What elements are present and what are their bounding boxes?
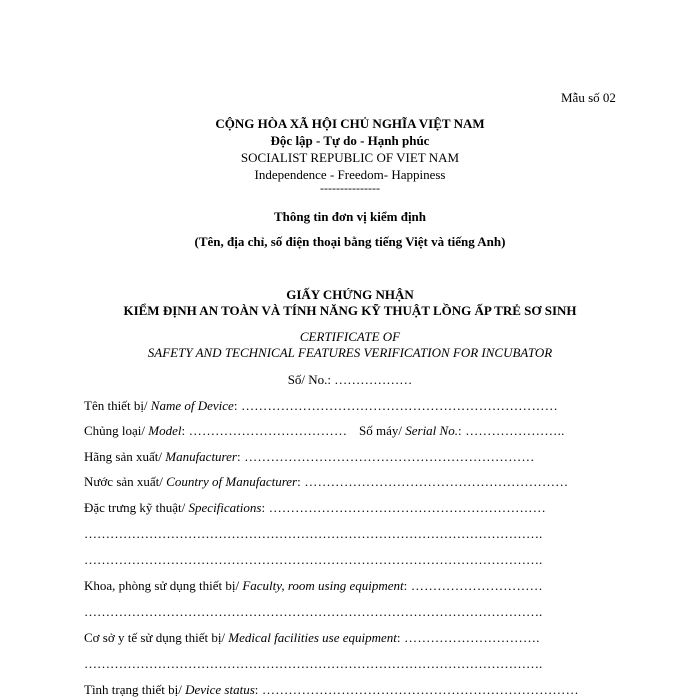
header-divider: --------------- <box>320 181 380 195</box>
certificate-subtitle-en: SAFETY AND TECHNICAL FEATURES VERIFICATION FOR INCUBATOR <box>147 345 553 360</box>
certificate-number <box>0 373 700 386</box>
motto-en: Independence - Freedom- Happiness <box>254 167 446 182</box>
serial-label: Số máy/ <box>359 423 406 438</box>
certificate-subtitle: KIỂM ĐỊNH AN TOÀN VÀ TÍNH NĂNG KỸ THUẬT LỒNG ẤP TRẺ SƠ SINH <box>123 303 577 318</box>
serial-field <box>359 424 565 437</box>
form-code: Mẫu số 02 <box>561 90 616 105</box>
model-label-en: Model <box>148 423 182 438</box>
device-name-dots: : ……………………………………………………………… <box>233 398 558 413</box>
facility-blank-line: ……………………………………………………………………………………………. <box>84 657 543 670</box>
facility-label-en: Medical facilities use equipment <box>228 630 397 645</box>
specifications-dots: : ……………………………………………………… <box>261 500 546 515</box>
specifications-label: Đặc trưng kỹ thuật/ <box>84 500 189 515</box>
device-status-dots: : ……………………………………………………………… <box>254 682 579 697</box>
device-status-label: Tình trạng thiết bị/ <box>84 682 186 697</box>
specifications-blank-line-1: ……………………………………………………………………………………………. <box>84 527 543 540</box>
number-label: Số/ No.: <box>287 372 332 387</box>
org-info-title: Thông tin đơn vị kiểm định <box>273 209 427 224</box>
country-label-en: Country of Manufacturer <box>166 474 298 489</box>
faculty-field <box>84 579 543 592</box>
model-dots: : ……………………………… <box>181 423 348 438</box>
country-field <box>84 475 568 488</box>
certificate-title: GIẤY CHỨNG NHẬN <box>286 287 414 302</box>
certificate-title-en: CERTIFICATE OF <box>299 329 401 344</box>
faculty-label: Khoa, phòng sử dụng thiết bị/ <box>84 578 243 593</box>
specifications-blank-line-2: ……………………………………………………………………………………………. <box>84 553 543 566</box>
manufacturer-label-en: Manufacturer <box>165 449 237 464</box>
manufacturer-label: Hãng sản xuất/ <box>84 449 166 464</box>
specifications-field <box>84 501 546 514</box>
specifications-label-en: Specifications <box>188 500 262 515</box>
manufacturer-field <box>84 450 535 463</box>
device-name-label: Tên thiết bị/ <box>84 398 151 413</box>
serial-label-en: Serial No. <box>405 423 458 438</box>
motto: Độc lập - Tự do - Hạnh phúc <box>270 133 430 148</box>
device-name-label-en: Name of Device <box>150 398 234 413</box>
org-info-note: (Tên, địa chỉ, số điện thoại bằng tiếng Việt và tiếng Anh) <box>194 234 506 249</box>
device-name-field <box>84 399 558 412</box>
model-label: Chủng loại/ <box>84 423 149 438</box>
facility-field <box>84 631 540 644</box>
facility-label: Cơ sở y tế sử dụng thiết bị/ <box>84 630 229 645</box>
facility-dots: : …………………………. <box>396 630 540 645</box>
number-dots: ……………… <box>334 372 413 387</box>
device-status-field <box>84 683 579 696</box>
faculty-label-en: Faculty, room using equipment <box>242 578 404 593</box>
model-field <box>84 424 347 437</box>
faculty-blank-line: ……………………………………………………………………………………………. <box>84 605 543 618</box>
country-label: Nước sản xuất/ <box>84 474 167 489</box>
faculty-dots: : ………………………… <box>403 578 543 593</box>
serial-dots: : ………………….. <box>457 423 565 438</box>
manufacturer-dots: : ………………………………………………………… <box>236 449 535 464</box>
country-dots: : …………………………………………………… <box>297 474 569 489</box>
country-name: CỘNG HÒA XÃ HỘI CHỦ NGHĨA VIỆT NAM <box>215 116 485 131</box>
device-status-label-en: Device status <box>185 682 255 697</box>
country-name-en: SOCIALIST REPUBLIC OF VIET NAM <box>240 150 460 165</box>
